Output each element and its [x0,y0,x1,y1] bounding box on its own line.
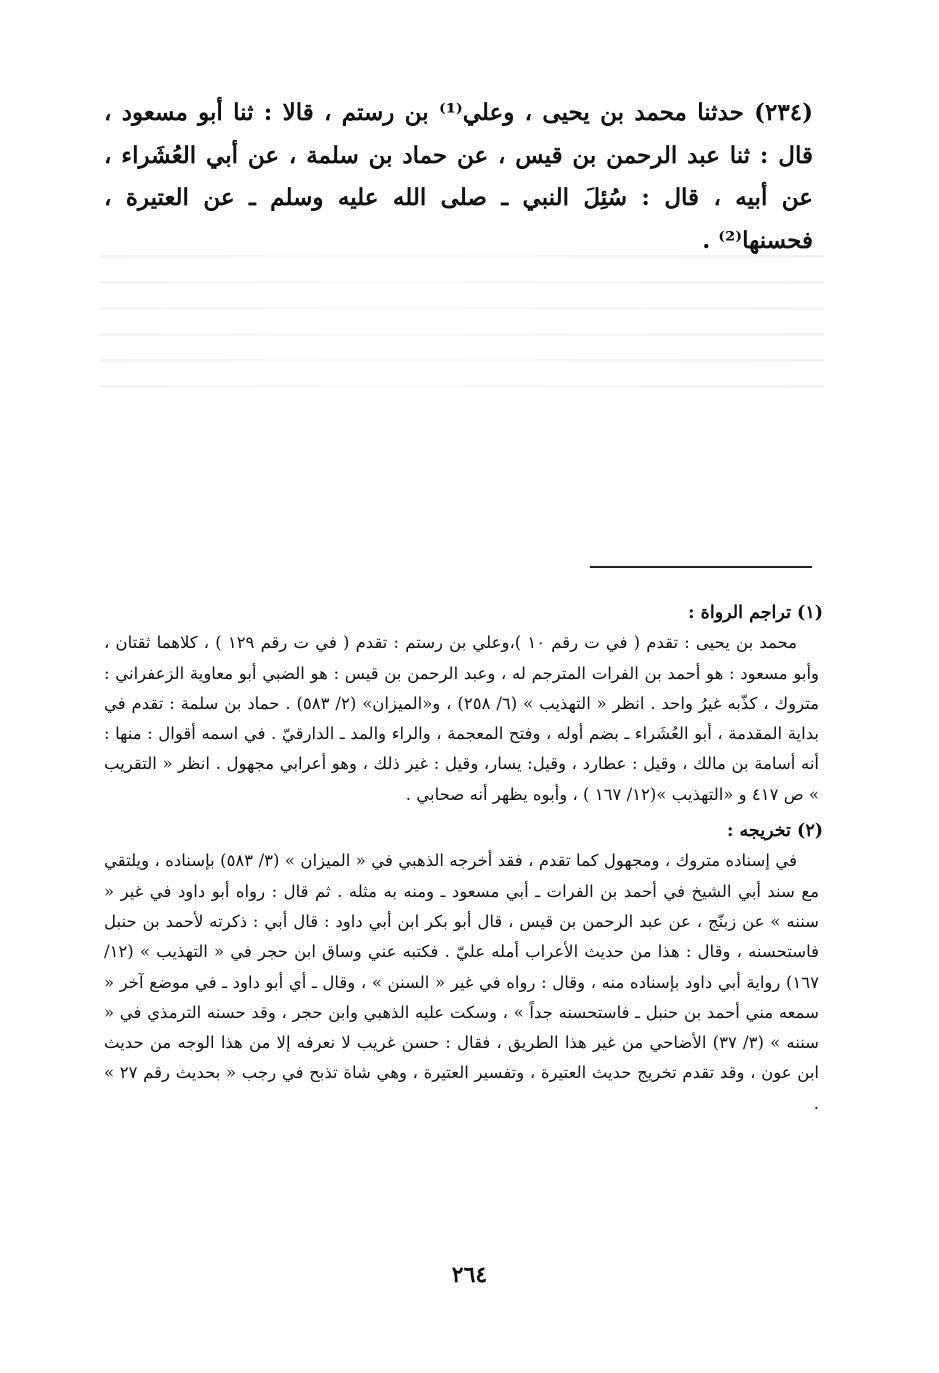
footnote-title: (١) تراجم الرواة : [688,603,823,623]
bleed-through-line [100,359,824,362]
bleed-through-line [100,307,824,310]
footnote-1 [104,598,823,810]
footnotes [104,598,823,1119]
footnote-2 [104,816,823,1119]
footnote-title: (٢) تخريجه : [727,821,823,842]
page-number: ٢٦٤ [451,1262,488,1288]
footnote-body: محمد بن يحيى : تقدم ( في ت رقم ١٠ )،وعلي بن رستم : تقدم ( في ت رقم ١٢٩ ) ، كلاهما ثقتان ، وأبو مسعود : هو أحمد بن الفرات المترجم له ، وعبد الرحمن بن قيس : هو الضبي أبو معاوية الزعفراني : متروك ، كذّبه غيرُ واحد . انظر « التهذيب » (٦/ ٢٥٨) ، و«الميزان» (٢/ ٥٨٣) . حماد بن سلمة : تقدم في بداية المقدمة ، أبو العُشَراء ـ بضم أوله ، وفتح المعجمة ، والراء والمد ـ الدارقيّ . في اسمه أقوال : منها : أنه أسامة بن مالك ، وقيل : عطارد ، وقيل: يسار، وقيل : غير ذلك ، وهو أعرابي مجهول . انظر « التقريب » ص ٤١٧ و «التهذيب »(١٢/ ١٦٧ ) ، وأبوه يظهر أنه صحابي . [104,633,820,804]
hadith-text: (٢٣٤) حدثنا محمد بن يحيى ، وعلي⁽¹⁾ بن رستم ، قالا : ثنا أبو مسعود ، قال : ثنا عبد الرحمن بن قيس ، عن حماد بن سلمة ، عن أبي العُشَراء ، عن أبيه ، قال : سُئِلَ النبي ـ صلى الله عليه وسلم ـ عن العتيرة ، فحسنها⁽²⁾ . [104,99,813,254]
bleed-through-line [100,281,824,284]
bleed-through-line [100,333,824,336]
hadith-block [104,92,813,262]
bleed-through-area [100,232,824,512]
footnote-separator [590,566,812,568]
footnote-body: في إسناده متروك ، ومجهول كما تقدم ، فقد أخرجه الذهبي في « الميزان » (٣/ ٥٨٣) بإسناده ، ويلتقي مع سند أبي الشيخ في أحمد بن الفرات ـ أبي مسعود ـ ومنه به مثله . ثم قال : رواه أبو داود في غير « سننه » عن زبنّج ، عن عبد الرحمن بن قيس ، قال أبو بكر ابن أبي داود : قال أبي : ذكرته لأحمد بن حنبل فاستحسنه ، وقال : هذا من حديث الأعراب أمله عليّ . فكتبه عني وساق ابن حجر في « التهذيب » (١٢/ ١٦٧) رواية أبي داود بإسناده منه ، وقال : رواه في غير « السنن » ، وقال ـ أي أبو داود ـ في موضع آخر « سمعه مني أحمد بن حنبل ـ فاستحسنه جداً » ، وسكت عليه الذهبي وابن حجر ، وقد حسنه الترمذي في « سننه » (٣/ ٣٧) الأضاحي من غير هذا الطريق ، فقال : حسن غريب لا نعرفه إلا من هذا الوجه من حديث ابن عون ، وقد تقدم تخريج حديث العتيرة ، وتفسير العتيرة ، وهي شاة تذبح في رجب « بحديث رقم ٢٧ » . [104,851,820,1113]
bleed-through-line [100,385,824,388]
